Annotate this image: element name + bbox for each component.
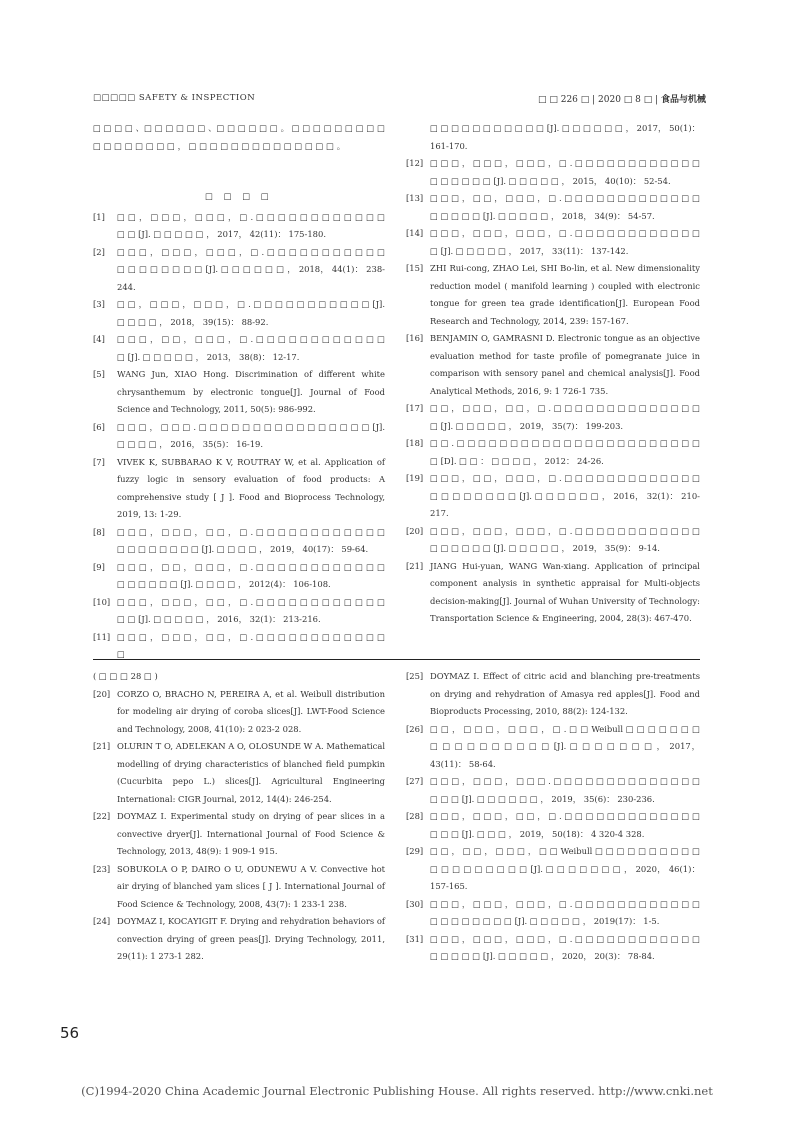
intro-paragraph: □ □ □ □ 、□ □ □ □ □ □ 、□ □ □ □ □ □ 。 □ □ □ □ □ □ □ □ □ □ □ □ □ □ □ □ □ ， □ □ □ □ □ □ □ □ □ □ □ □ □ □ 。: [93, 123, 385, 151]
reference-number: [30]: [406, 898, 424, 909]
reference-text: □ □ □ ， □ □ □ ， □ □ □ ， □ . □ □ □ □ □ □ □ □ □ □ □ □ □ □ □ □ □ □ □ □ [J]. □ □ □ □ □ ， 2019(17)： 1-5.: [430, 898, 700, 926]
right-column: [406, 120, 700, 628]
copyright-footer: (C)1994-2020 China Academic Journal Electronic Publishing House. All rights reserved. http://www.cnki.net: [81, 1084, 713, 1098]
reference-item: [406, 558, 700, 628]
reference-item: [406, 523, 700, 558]
reference-text: □ □ □ ， □ □ □ ， □ □ □ ， □ . □ □ □ □ □ □ □ □ □ □ □ □ □ □ □ □ □ □ [J]. □ □ □ □ □ ， 2019， 35(9)： 9-14.: [430, 525, 700, 553]
reference-text: VIVEK K, SUBBARAO K V, ROUTRAY W, et al. Application of fuzzy logic in sensory evaluation of food products: A comprehensive study [ J ]. Food and Bioprocess Technology, 2019, 13: 1-29.: [117, 456, 385, 519]
reference-text: DOYMAZ I. Effect of citric acid and blanching pre-treatments on drying and rehydration of Amasya red apples[J]. Food and Bioproducts Processing, 2010, 88(2): 124-132.: [430, 671, 700, 716]
reference-list: [93, 686, 385, 966]
reference-number: [21]: [406, 560, 424, 571]
reference-number: [26]: [406, 723, 424, 734]
reference-item: [406, 225, 700, 260]
reference-number: [14]: [406, 228, 424, 238]
reference-number: [31]: [406, 933, 424, 944]
reference-item: [406, 843, 700, 896]
reference-number: [29]: [406, 846, 424, 856]
reference-item: [406, 400, 700, 435]
reference-number: [13]: [406, 193, 424, 203]
reference-item: [93, 419, 385, 454]
reference-number: [9]: [93, 561, 105, 572]
reference-number: [3]: [93, 299, 105, 309]
reference-item: [406, 808, 700, 843]
reference-continuation: [406, 120, 700, 155]
reference-item: [93, 913, 385, 966]
reference-item: [93, 594, 385, 629]
reference-text: □ □ □ □ □ □ □ □ □ □ □ [J]. □ □ □ □ □ □ ， 2017， 50(1)： 161-170.: [430, 123, 700, 151]
reference-number: [27]: [406, 776, 424, 786]
page-number: 56: [60, 1024, 80, 1042]
running-header-right: [538, 92, 706, 105]
reference-text: DOYMAZ I, KOCAYIGIT F. Drying and rehydration behaviors of convection drying of green peas[J]. Drying Technology, 2011, 29(11): 1 273-1 282.: [117, 916, 385, 961]
reference-text: □ □ ， □ □ □ ， □ □ □ ， □ . □ □ □ □ □ □ □ □ □ □ □ □ □ □ [J]. □ □ □ □ □ ， 2017， 42(11)： 175-180.: [117, 211, 385, 239]
reference-item: [93, 686, 385, 739]
reference-text: □ □ □ ， □ □ □ ， □ □ □ ， □ . □ □ □ □ □ □ □ □ □ □ □ □ □ □ □ □ □ [J]. □ □ □ □ □ ， 2020， 20(3)： 78-84.: [430, 933, 700, 961]
reference-item: [406, 435, 700, 470]
reference-text: □ □ □ ， □ □ ， □ □ □ ， □ . □ □ □ □ □ □ □ □ □ □ □ □ □ [J]. □ □ □ □ □ ， 2013， 38(8)： 12-17.: [117, 334, 385, 362]
reference-number: [19]: [406, 473, 424, 483]
reference-number: [25]: [406, 671, 424, 681]
reference-number: [15]: [406, 263, 424, 273]
continued-note: ( □ □ □ 28 □ ): [93, 671, 158, 681]
left-column: [93, 120, 385, 664]
reference-text: □ □ ， □ □ □ ， □ □ □ ， □ . □ □ □ □ □ □ □ □ □ □ □ [J]. □ □ □ □ ， 2018， 39(15)： 88-92.: [117, 299, 385, 327]
reference-text: WANG Jun, XIAO Hong. Discrimination of different white chrysanthemum by electronic tongue[J]. Journal of Food Science and Technology, 2011, 50(5): 986-992.: [117, 369, 385, 414]
reference-number: [20]: [406, 525, 424, 536]
reference-text: □ □ □ ， □ □ □ ， □ □ ， □ . □ □ □ □ □ □ □ □ □ □ □ □ □ □ □ □ □ □ □ □ [J]. □ □ □ □ ， 2019， 40(17)： 59-64.: [117, 526, 385, 554]
bottom-right-column: [406, 668, 700, 966]
reference-text: □ □ □ ， □ □ □ ， □ □ ， □ . □ □ □ □ □ □ □ □ □ □ □ □ □: [117, 631, 385, 659]
reference-item: [93, 454, 385, 524]
reference-number: [22]: [93, 811, 111, 821]
references-heading: □ □ □ □: [205, 191, 273, 201]
reference-text: □ □ . □ □ □ □ □ □ □ □ □ □ □ □ □ □ □ □ □ □ □ □ □ □ □ □ [D]. □ □ ： □ □ □ □ ， 2012： 24-26.: [430, 438, 700, 466]
reference-text: □ □ ， □ □ ， □ □ □ ， □ □ Weibull □ □ □ □ □ □ □ □ □ □ □ □ □ □ □ □ □ □ □ [J]. □ □ □ □ □ □ □ ， 2020， 46(1)： 157-165.: [430, 846, 700, 891]
reference-number: [12]: [406, 158, 424, 168]
reference-text: □ □ □ ， □ □ □ ， □ □ ， □ . □ □ □ □ □ □ □ □ □ □ □ □ □ □ □ □ [J]. □ □ □ ， 2019， 50(18)： 4 320-4 328.: [430, 811, 700, 839]
reference-text: ZHI Rui-cong, ZHAO Lei, SHI Bo-lin, et al. New dimensionality reduction model ( manifold learning ) coupled with electronic tongue for green tea grade identification[J]. European Food Research and Technology, 2014, 239: 157-167.: [430, 263, 700, 326]
reference-number: [2]: [93, 246, 105, 257]
reference-number: [16]: [406, 333, 424, 343]
reference-number: [23]: [93, 863, 111, 874]
reference-text: □ □ □ ， □ □ □ ， □ □ □ ， □ . □ □ □ □ □ □ □ □ □ □ □ □ □ □ □ □ □ □ □ [J]. □ □ □ □ □ □ ， 2018， 44(1)： 238-244.: [117, 246, 385, 292]
reference-number: [28]: [406, 811, 424, 821]
reference-number: [8]: [93, 526, 105, 537]
reference-item: [406, 668, 700, 721]
reference-number: [5]: [93, 369, 105, 379]
reference-list: [406, 155, 700, 628]
reference-item: [406, 773, 700, 808]
reference-item: [93, 524, 385, 559]
reference-number: [17]: [406, 403, 424, 413]
reference-text: □ □ □ ， □ □ □ ， □ □ □ ， □ . □ □ □ □ □ □ □ □ □ □ □ □ □ □ □ □ □ □ [J]. □ □ □ □ □ ， 2015， 40(10)： 52-54.: [430, 158, 700, 186]
reference-item: [406, 260, 700, 330]
reference-number: [7]: [93, 456, 105, 467]
reference-number: [21]: [93, 741, 111, 751]
journal-brand: 食品与机械: [661, 95, 707, 105]
reference-text: JIANG Hui-yuan, WANG Wan-xiang. Application of principal component analysis in synthetic appraisal for Multi-objects decision-making[J]. Journal of Wuhan University of Technology: Transportation Science & Engineering, 2004, 28(3): 467-470.: [430, 560, 700, 623]
reference-item: [93, 331, 385, 366]
reference-text: CORZO O, BRACHO N, PEREIRA A, et al. Weibull distribution for modeling air drying of coroba slices[J]. LWT-Food Science and Technology, 2008, 41(10): 2 023-2 028.: [117, 688, 385, 734]
reference-item: [406, 155, 700, 190]
reference-item: [406, 330, 700, 400]
reference-item: [93, 808, 385, 861]
reference-list: [406, 668, 700, 966]
reference-item: [93, 244, 385, 297]
reference-item: [406, 896, 700, 931]
reference-list: [93, 209, 385, 664]
reference-item: [93, 296, 385, 331]
reference-text: □ □ □ ， □ □ □ . □ □ □ □ □ □ □ □ □ □ □ □ □ □ □ □ [J]. □ □ □ □ ， 2016， 35(5)： 16-19.: [117, 421, 385, 449]
reference-number: [18]: [406, 438, 424, 448]
reference-number: [24]: [93, 916, 111, 926]
reference-item: [406, 190, 700, 225]
reference-text: BENJAMIN O, GAMRASNI D. Electronic tongue as an objective evaluation method for taste profile of pomegranate juice in comparison with sensory panel and chemical analysis[J]. Food Analytical Methods, 2016, 9: 1 726-1 735.: [430, 333, 700, 396]
reference-item: [406, 470, 700, 523]
reference-item: [93, 861, 385, 914]
issue-info: □ □ 226 □ | 2020 □ 8 □ |: [538, 95, 659, 105]
reference-number: [20]: [93, 688, 111, 699]
reference-number: [4]: [93, 334, 105, 344]
reference-item: [93, 209, 385, 244]
reference-text: □ □ □ ， □ □ ， □ □ □ ， □ . □ □ □ □ □ □ □ □ □ □ □ □ □ □ □ □ □ □ [J]. □ □ □ □ ， 2012(4)： 106-108.: [117, 561, 385, 589]
section-divider: [93, 659, 700, 660]
reference-text: □ □ □ ， □ □ ， □ □ □ ， □ . □ □ □ □ □ □ □ □ □ □ □ □ □ □ □ □ □ □ □ □ □ [J]. □ □ □ □ □ □ ， 2016， 32(1)： 210-217.: [430, 473, 700, 518]
reference-number: [10]: [93, 596, 111, 607]
reference-text: DOYMAZ I. Experimental study on drying of pear slices in a convective dryer[J]. International Journal of Food Science & Technology, 2013, 48(9): 1 909-1 915.: [117, 811, 385, 856]
running-header-left: □□□□□ SAFETY & INSPECTION: [93, 93, 256, 103]
reference-text: OLURIN T O, ADELEKAN A O, OLOSUNDE W A. Mathematical modelling of drying characteristics of blanched field pumpkin (Cucurbita pepo L.) slices[J]. Agricultural Engineering International: CIGR Journal, 2012, 14(4): 246-254.: [117, 741, 385, 804]
reference-item: [406, 931, 700, 966]
reference-item: [93, 738, 385, 808]
reference-number: [1]: [93, 211, 105, 222]
reference-text: □ □ □ ， □ □ □ ， □ □ □ ， □ . □ □ □ □ □ □ □ □ □ □ □ □ □ [J]. □ □ □ □ □ ， 2017， 33(11)： 137-142.: [430, 228, 700, 256]
reference-text: □ □ □ ， □ □ ， □ □ □ ， □ . □ □ □ □ □ □ □ □ □ □ □ □ □ □ □ □ □ □ [J]. □ □ □ □ □ ， 2018， 34(9)： 54-57.: [430, 193, 700, 221]
bottom-left-column: [93, 668, 385, 966]
reference-item: [93, 559, 385, 594]
reference-text: SOBUKOLA O P, DAIRO O U, ODUNEWU A V. Convective hot air drying of blanched yam slices [ J ]. International Journal of Food Science & Technology, 2008, 43(7): 1 233-1 238.: [117, 863, 385, 909]
reference-text: □ □ ， □ □ □ ， □ □ ， □ . □ □ □ □ □ □ □ □ □ □ □ □ □ □ □ [J]. □ □ □ □ □ ， 2019， 35(7)： 199-203.: [430, 403, 700, 431]
reference-text: □ □ □ ， □ □ □ ， □ □ □ . □ □ □ □ □ □ □ □ □ □ □ □ □ □ □ □ □ [J]. □ □ □ □ □ □ ， 2019， 35(6)： 230-236.: [430, 776, 700, 804]
reference-number: [6]: [93, 421, 105, 432]
reference-item: [93, 366, 385, 419]
reference-text: □ □ ， □ □ □ ， □ □ □ ， □ . □ □ Weibull □ □ □ □ □ □ □ □ □ □ □ □ □ □ □ □ □ [J]. □ □ □ □ □ □ □ ， 2017， 43(11)： 58-64.: [430, 723, 700, 769]
reference-item: [406, 721, 700, 774]
reference-text: □ □ □ ， □ □ □ ， □ □ ， □ . □ □ □ □ □ □ □ □ □ □ □ □ □ □ [J]. □ □ □ □ □ ， 2016， 32(1)： 213-216.: [117, 596, 385, 624]
reference-number: [11]: [93, 631, 111, 642]
